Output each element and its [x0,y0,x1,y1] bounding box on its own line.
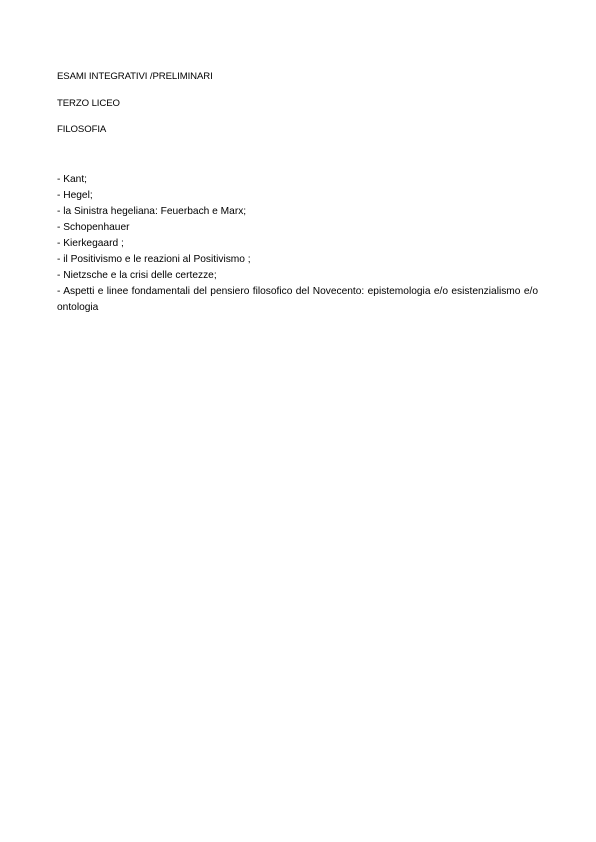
topic-item: - Kant; [57,174,88,185]
topic-item: - Aspetti e linee fondamentali del pensiero filosofico del Novecento: epistemologia e/o esistenzialismo e/o ontologia [57,286,538,313]
topic-item: - Nietzsche e la crisi delle certezze; [57,270,217,281]
topic-item: - il Positivismo e le reazioni al Positivismo ; [57,254,251,265]
topic-item: - Schopenhauer [57,222,130,233]
topic-item: - la Sinistra hegeliana: Feuerbach e Marx; [57,206,247,217]
subject-heading: FILOSOFIA [57,124,107,135]
topic-item: - Kierkegaard ; [57,238,124,249]
exam-type-heading: ESAMI INTEGRATIVI /PRELIMINARI [57,71,213,82]
school-year-heading: TERZO LICEO [57,98,120,109]
topic-item: - Hegel; [57,190,93,201]
topic-list [57,172,538,316]
